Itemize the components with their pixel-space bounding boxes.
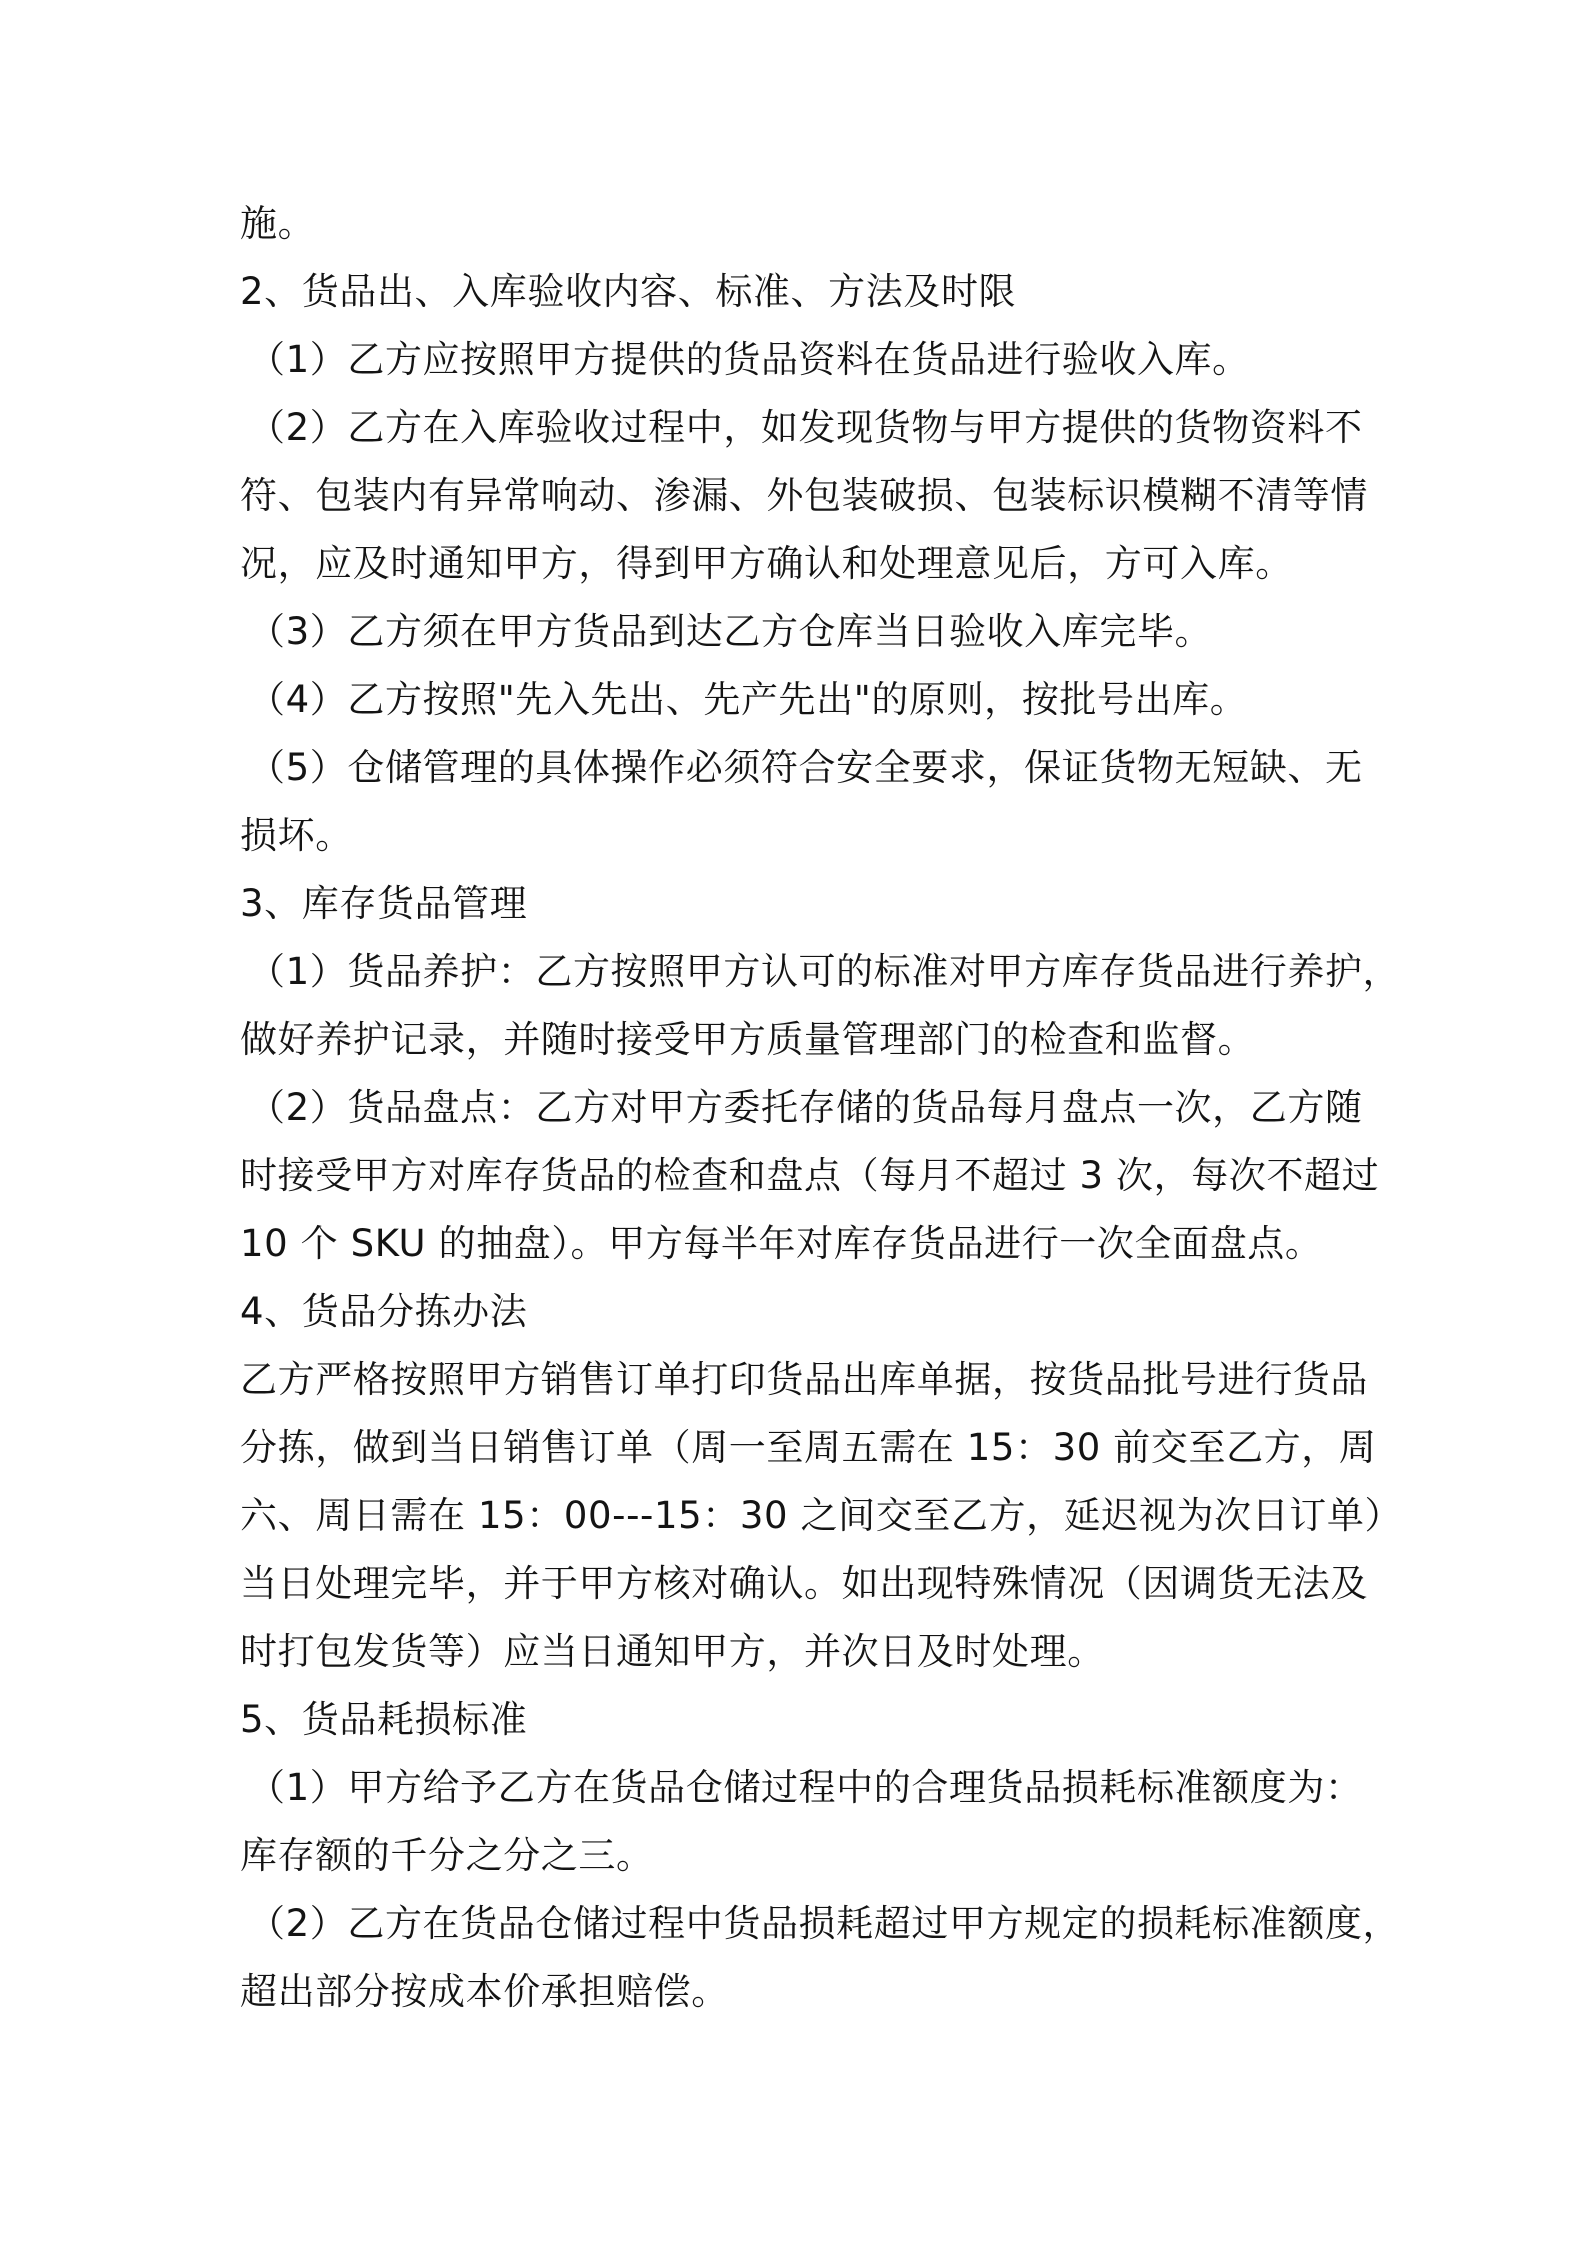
text-line: 做好养护记录，并随时接受甲方质量管理部门的检查和监督。: [240, 1018, 1256, 1061]
section-heading: 2、货品出、入库验收内容、标准、方法及时限: [240, 270, 1017, 313]
document-body: [240, 190, 1403, 2026]
text-line: （1）甲方给予乙方在货品仓储过程中的合理货品损耗标准额度为：: [248, 1766, 1363, 1809]
section-heading: 4、货品分拣办法: [240, 1290, 528, 1333]
text-line: （2）货品盘点：乙方对甲方委托存储的货品每月盘点一次，乙方随: [248, 1086, 1363, 1129]
text-line: （1）货品养护：乙方按照甲方认可的标准对甲方库存货品进行养护，: [248, 950, 1401, 993]
text-line: 分拣，做到当日销售订单（周一至周五需在 15：30 前交至乙方，周: [240, 1426, 1377, 1469]
text-line: 当日处理完毕，并于甲方核对确认。如出现特殊情况（因调货无法及: [240, 1562, 1368, 1605]
text-line: 六、周日需在 15：00---15：30 之间交至乙方，延迟视为次日订单）: [240, 1494, 1403, 1537]
text-line: 符、包装内有异常响动、渗漏、外包装破损、包装标识模糊不清等情: [240, 474, 1368, 517]
section-heading: 5、货品耗损标准: [240, 1698, 528, 1741]
text-line: 乙方严格按照甲方销售订单打印货品出库单据，按货品批号进行货品: [240, 1358, 1368, 1401]
text-line: （4）乙方按照"先入先出、先产先出"的原则，按批号出库。: [248, 678, 1248, 721]
text-line: 库存额的千分之分之三。: [240, 1834, 654, 1877]
text-line: （3）乙方须在甲方货品到达乙方仓库当日验收入库完毕。: [248, 610, 1213, 653]
text-line: 10 个 SKU 的抽盘）。甲方每半年对库存货品进行一次全面盘点。: [240, 1222, 1323, 1265]
text-line: 时接受甲方对库存货品的检查和盘点（每月不超过 3 次，每次不超过: [240, 1154, 1380, 1197]
text-line: 况，应及时通知甲方，得到甲方确认和处理意见后，方可入库。: [240, 542, 1293, 585]
text-line: 施。: [240, 202, 316, 245]
text-line: （2）乙方在入库验收过程中，如发现货物与甲方提供的货物资料不: [248, 406, 1363, 449]
text-line: 损坏。: [240, 814, 353, 857]
text-line: （5）仓储管理的具体操作必须符合安全要求，保证货物无短缺、无: [248, 746, 1363, 789]
text-line: （1）乙方应按照甲方提供的货品资料在货品进行验收入库。: [248, 338, 1250, 381]
text-line: 时打包发货等）应当日通知甲方，并次日及时处理。: [240, 1630, 1105, 1673]
text-line: 超出部分按成本价承担赔偿。: [240, 1970, 729, 2013]
text-line: （2）乙方在货品仓储过程中货品损耗超过甲方规定的损耗标准额度，: [248, 1902, 1401, 1945]
section-heading: 3、库存货品管理: [240, 882, 528, 925]
